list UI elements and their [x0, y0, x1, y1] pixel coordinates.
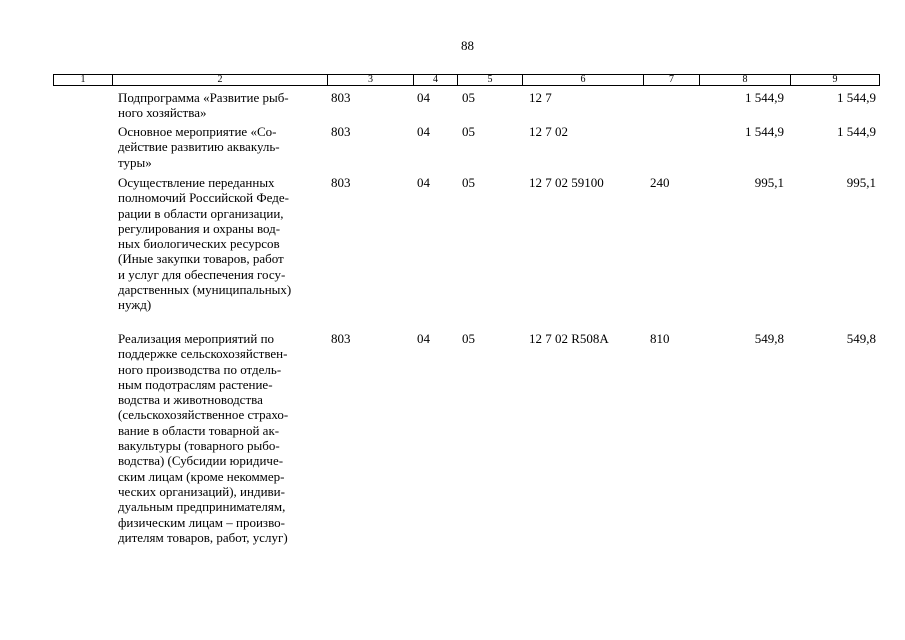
cell-amount-8: 1 544,9 — [745, 90, 784, 105]
header-col-5: 5 — [458, 75, 523, 85]
cell-code-3: 803 — [331, 90, 351, 105]
description-line: туры» — [118, 154, 152, 170]
description-line: (Иные закупки товаров, работ — [118, 251, 284, 267]
description-line: Осуществление переданных — [118, 175, 275, 190]
description-line: вакультуры (товарного рыбо- — [118, 438, 280, 454]
header-col-8: 8 — [700, 75, 791, 85]
description-line: ческих организаций), индиви- — [118, 483, 285, 499]
description-line: полномочий Российской Феде- — [118, 190, 289, 206]
description-line: Основное мероприятие «Со- — [118, 124, 277, 139]
description-line: дарственных (муниципальных) — [118, 282, 292, 298]
cell-code-6: 12 7 02 — [529, 124, 568, 139]
description-line: действие развитию аквакуль- — [118, 139, 280, 155]
cell-amount-8: 995,1 — [754, 175, 784, 190]
description-line: ных биологических ресурсов — [118, 236, 280, 252]
row-description — [118, 90, 289, 121]
description-line: Подпрограмма «Развитие рыб- — [118, 90, 289, 105]
cell-code-6: 12 7 02 59100 — [529, 175, 604, 190]
cell-code-6: 12 7 02 R508A — [529, 331, 609, 346]
cell-amount-9: 1 544,9 — [837, 124, 876, 139]
description-line: поддержке сельскохозяйствен- — [118, 346, 288, 362]
header-col-6: 6 — [523, 75, 644, 85]
row-description — [118, 175, 291, 313]
cell-code-5: 05 — [462, 90, 475, 105]
description-line: ским лицам (кроме некоммер- — [118, 468, 285, 484]
description-line: ного хозяйства» — [118, 105, 207, 121]
cell-code-3: 803 — [331, 175, 351, 190]
cell-code-7: 810 — [650, 331, 670, 346]
cell-code-4: 04 — [417, 175, 430, 190]
description-line: ного производства по отдель- — [118, 361, 282, 377]
description-line: водства и животноводства — [118, 392, 263, 408]
cell-code-5: 05 — [462, 124, 475, 139]
cell-amount-9: 1 544,9 — [837, 90, 876, 105]
cell-code-5: 05 — [462, 175, 475, 190]
description-line: регулирования и охраны вод- — [118, 220, 281, 236]
row-description — [118, 124, 280, 170]
header-col-3: 3 — [328, 75, 414, 85]
cell-code-4: 04 — [417, 331, 430, 346]
header-col-9: 9 — [832, 74, 838, 85]
cell-amount-9: 549,8 — [846, 331, 876, 346]
cell-code-5: 05 — [462, 331, 475, 346]
cell-code-4: 04 — [417, 124, 430, 139]
description-line: водства) (Субсидии юридиче- — [118, 453, 284, 469]
description-line: вание в области товарной ак- — [118, 422, 280, 438]
cell-code-3: 803 — [331, 124, 351, 139]
header-col-4: 4 — [414, 75, 458, 85]
header-col-7: 7 — [644, 75, 700, 85]
cell-code-3: 803 — [331, 331, 351, 346]
description-line: рации в области организации, — [118, 205, 284, 221]
description-line: физическим лицам – произво- — [118, 514, 285, 530]
page-number: 88 — [461, 38, 474, 53]
description-line: нужд) — [118, 297, 152, 313]
cell-amount-8: 1 544,9 — [745, 124, 784, 139]
description-line: (сельскохозяйственное страхо- — [118, 407, 289, 423]
cell-amount-9: 995,1 — [846, 175, 876, 190]
description-line: и услуг для обеспечения госу- — [118, 266, 286, 282]
cell-amount-8: 549,8 — [754, 331, 784, 346]
table-header — [53, 74, 880, 86]
description-line: дуальным предпринимателям, — [118, 499, 286, 515]
description-line: ным подотраслям растение- — [118, 376, 273, 392]
row-description — [118, 331, 288, 545]
header-col-2: 2 — [113, 75, 328, 85]
cell-code-7: 240 — [650, 175, 670, 190]
description-line: дителям товаров, работ, услуг) — [118, 529, 288, 545]
cell-code-4: 04 — [417, 90, 430, 105]
description-line: Реализация мероприятий по — [118, 331, 275, 346]
cell-code-6: 12 7 — [529, 90, 552, 105]
header-col-1: 1 — [54, 75, 113, 85]
